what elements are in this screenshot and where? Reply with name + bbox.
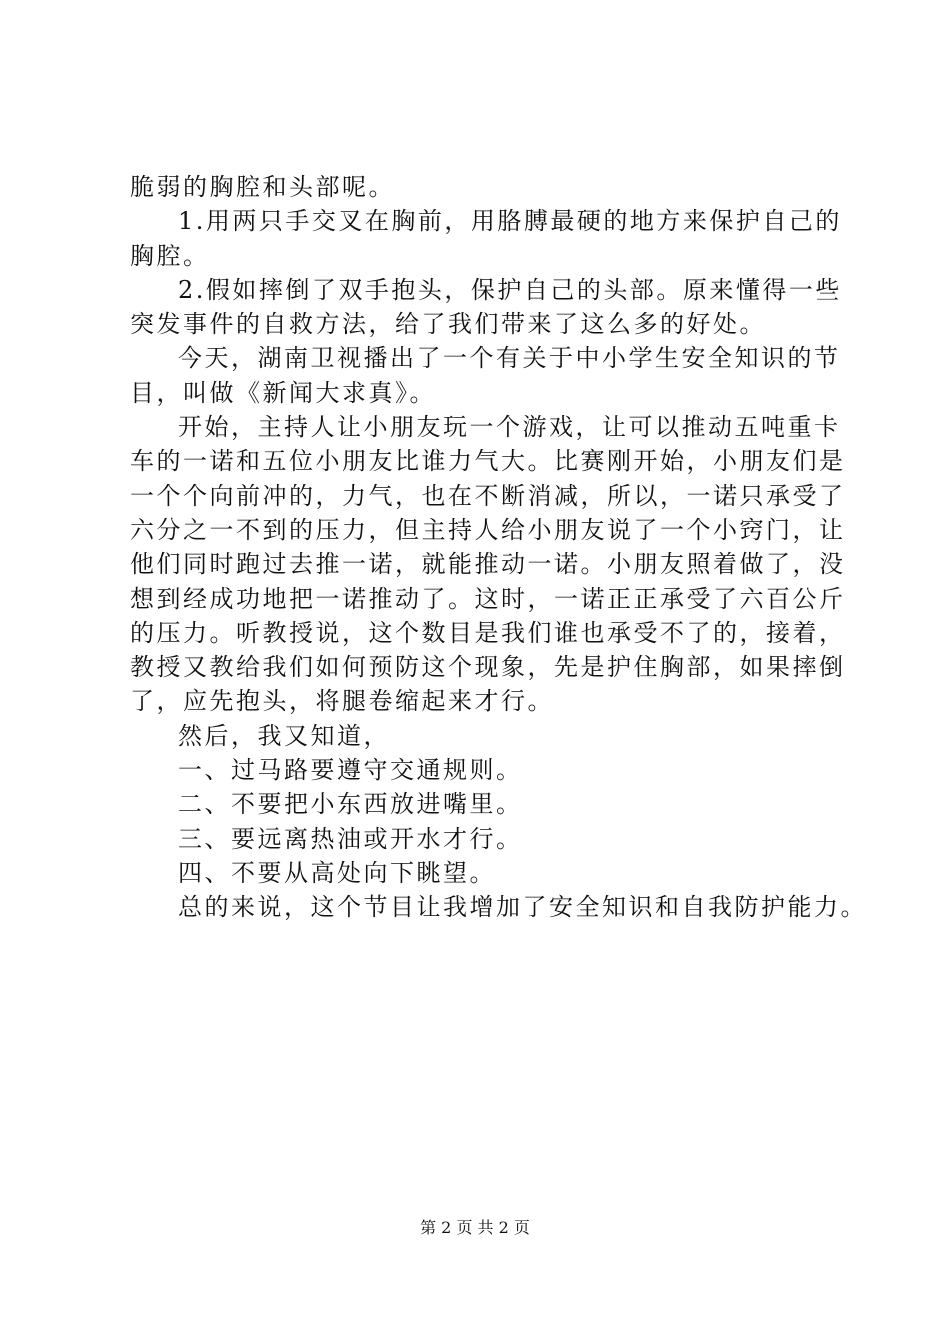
text-line: 六分之一不到的压力，但主持人给小朋友说了一个小窍门，让 [130, 515, 846, 544]
text-line: 开始，主持人让小朋友玩一个游戏，让可以推动五吨重卡 [178, 413, 841, 442]
text-line: 1.用两只手交叉在胸前，用胳膊最硬的地方来保护自己的 [178, 207, 842, 236]
text-line: 他们同时跑过去推一诺，就能推动一诺。小朋友照着做了，没 [130, 550, 846, 579]
text-line: 一个个向前冲的，力气，也在不断消减，所以，一诺只承受了 [130, 481, 846, 510]
text-line: 2.假如摔倒了双手抱头，保护自己的头部。原来懂得一些 [178, 275, 842, 304]
text-line: 胸腔。 [130, 241, 210, 270]
text-line: 脆弱的胸腔和头部呢。 [130, 173, 395, 201]
text-line: 想到经成功地把一诺推动了。这时，一诺正正承受了六百公斤 [130, 584, 846, 613]
text-line: 三、要远离热油或开水才行。 [178, 824, 523, 853]
page-number-footer: 第 2 页 共 2 页 [420, 1218, 530, 1237]
text-line: 的压力。听教授说，这个数目是我们谁也承受不了的，接着， [130, 618, 846, 647]
text-line: 车的一诺和五位小朋友比谁力气大。比赛刚开始，小朋友们是 [130, 447, 846, 476]
text-line: 教授又教给我们如何预防这个现象，先是护住胸部，如果摔倒 [130, 653, 846, 682]
document-body [130, 170, 867, 925]
text-line: 目，叫做《新闻大求真》。 [130, 378, 436, 407]
text-line: 二、不要把小东西放进嘴里。 [178, 790, 523, 819]
text-line: 了，应先抱头，将腿卷缩起来才行。 [130, 687, 554, 716]
text-line: 一、过马路要遵守交通规则。 [178, 756, 523, 785]
text-line: 总的来说，这个节目让我增加了安全知识和自我防护能力。 [178, 893, 867, 922]
text-line: 然后，我又知道， [178, 721, 390, 750]
text-line: 四、不要从高处向下眺望。 [178, 858, 496, 887]
text-line: 今天，湖南卫视播出了一个有关于中小学生安全知识的节 [178, 344, 841, 373]
text-line: 突发事件的自救方法，给了我们带来了这么多的好处。 [130, 310, 766, 339]
